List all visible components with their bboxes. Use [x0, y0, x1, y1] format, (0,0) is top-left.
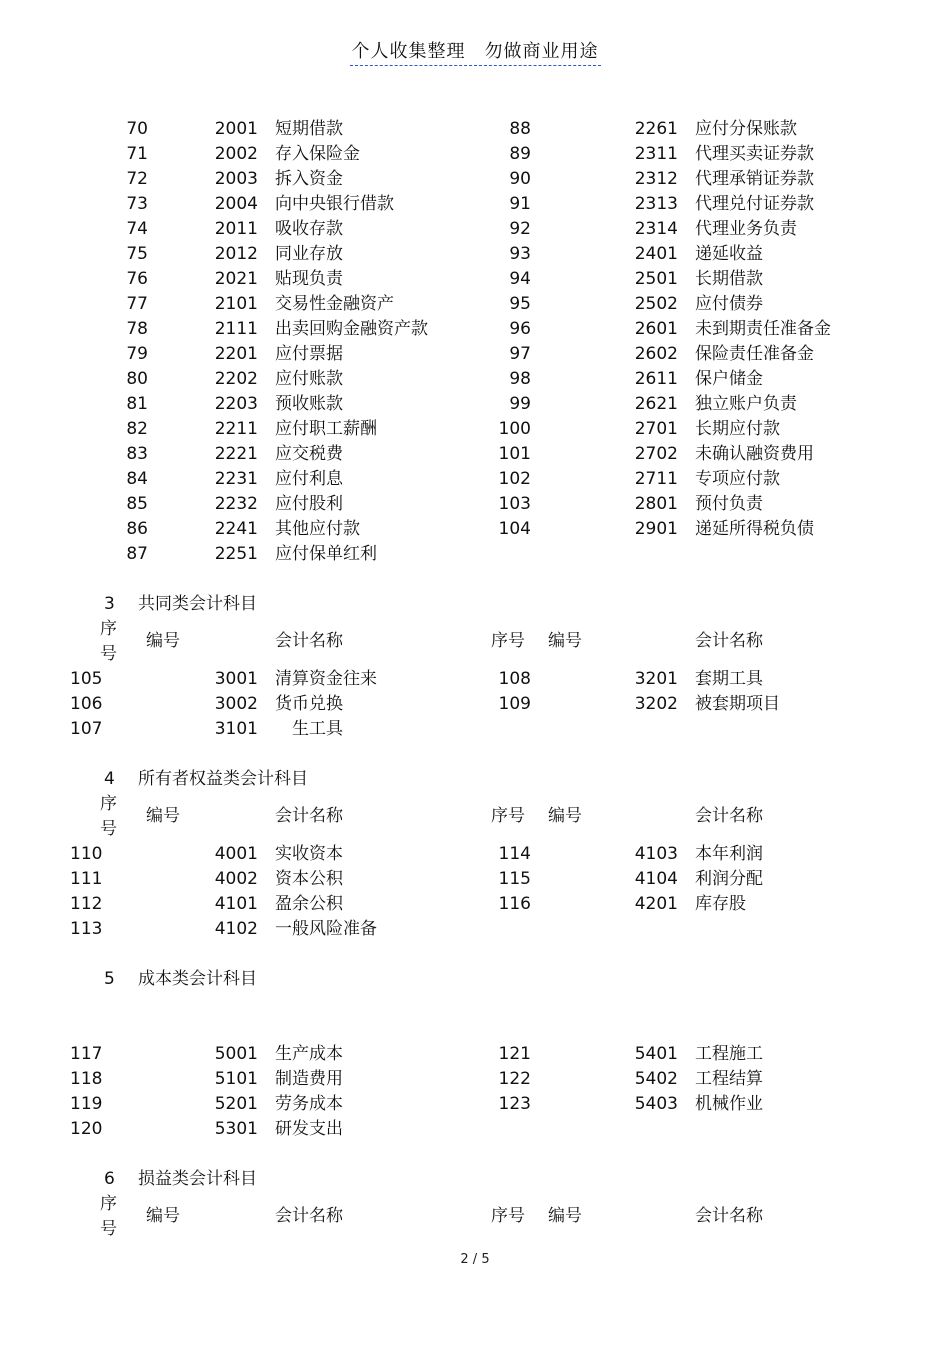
page-number: 2 / 5	[460, 1252, 490, 1267]
right-name-cell: 工程施工	[695, 1044, 763, 1064]
right-code-cell: 3202	[634, 694, 678, 714]
table-row	[0, 117, 950, 142]
table-row	[0, 242, 950, 267]
table-row	[0, 192, 950, 217]
left-seq-cell: 78	[126, 319, 148, 339]
left-seq-cell: 82	[126, 419, 148, 439]
right-name-header: 会计名称	[695, 1206, 763, 1226]
left-seq-cell: 74	[126, 219, 148, 239]
right-name-cell: 利润分配	[695, 869, 763, 889]
right-code-cell: 2261	[634, 119, 678, 139]
left-name-cell: 应交税费	[275, 444, 343, 464]
left-seq-cell: 105	[70, 669, 103, 689]
right-name-cell: 长期借款	[695, 269, 763, 289]
left-seq-cell: 120	[70, 1119, 103, 1139]
left-code-cell: 4001	[214, 844, 258, 864]
table-row	[0, 1067, 950, 1092]
table-row	[0, 142, 950, 167]
left-name-cell: 应付账款	[275, 369, 343, 389]
table-row	[0, 417, 950, 442]
left-name-cell: 应付股利	[275, 494, 343, 514]
right-code-cell: 5401	[634, 1044, 678, 1064]
code-header: 编号	[146, 806, 180, 826]
table-row	[0, 542, 950, 567]
seq-header-bottom: 号	[100, 644, 117, 664]
right-name-cell: 套期工具	[695, 669, 763, 689]
right-seq-cell: 100	[498, 419, 531, 439]
left-seq-cell: 87	[126, 544, 148, 564]
left-name-cell: 短期借款	[275, 119, 343, 139]
name-header: 会计名称	[275, 806, 343, 826]
left-code-cell: 2202	[214, 369, 258, 389]
left-seq-cell: 81	[126, 394, 148, 414]
right-code-cell: 2311	[634, 144, 678, 164]
right-code-header: 编号	[548, 806, 582, 826]
right-seq-cell: 90	[509, 169, 531, 189]
left-seq-cell: 76	[126, 269, 148, 289]
left-code-cell: 2101	[214, 294, 258, 314]
left-seq-cell: 70	[126, 119, 148, 139]
left-code-cell: 4101	[214, 894, 258, 914]
left-seq-cell: 112	[70, 894, 103, 914]
left-code-cell: 3101	[214, 719, 258, 739]
left-name-cell: 交易性金融资产	[275, 294, 394, 314]
section-number: 3	[104, 594, 115, 614]
left-code-cell: 5001	[214, 1044, 258, 1064]
right-name-cell: 递延收益	[695, 244, 763, 264]
right-name-cell: 未到期责任准备金	[695, 319, 831, 339]
left-seq-cell: 79	[126, 344, 148, 364]
table-row	[0, 842, 950, 867]
right-seq-cell: 103	[498, 494, 531, 514]
code-header: 编号	[146, 1206, 180, 1226]
left-seq-cell: 85	[126, 494, 148, 514]
right-name-cell: 保户储金	[695, 369, 763, 389]
left-name-cell: 拆入资金	[275, 169, 343, 189]
table-row	[0, 167, 950, 192]
section-title: 所有者权益类会计科目	[138, 769, 308, 789]
left-code-cell: 4102	[214, 919, 258, 939]
header-text: 个人收集整理 勿做商业用途	[350, 41, 601, 66]
table-row	[0, 442, 950, 467]
right-seq-cell: 94	[509, 269, 531, 289]
left-name-cell: 向中央银行借款	[275, 194, 394, 214]
right-seq-cell: 98	[509, 369, 531, 389]
right-code-header: 编号	[548, 631, 582, 651]
section-spacer	[0, 742, 950, 767]
right-seq-cell: 116	[498, 894, 531, 914]
seq-header-bottom: 号	[100, 819, 117, 839]
right-name-cell: 本年利润	[695, 844, 763, 864]
table-row	[0, 292, 950, 317]
table-row	[0, 1117, 950, 1142]
left-seq-cell: 73	[126, 194, 148, 214]
left-name-cell: 实收资本	[275, 844, 343, 864]
table-row	[0, 1042, 950, 1067]
left-seq-cell: 110	[70, 844, 103, 864]
table-row	[0, 267, 950, 292]
section-table	[0, 1042, 950, 1142]
section-spacer	[0, 942, 950, 967]
right-code-cell: 4201	[634, 894, 678, 914]
right-name-cell: 代理承销证券款	[695, 169, 814, 189]
left-seq-cell: 80	[126, 369, 148, 389]
liabilities-table	[0, 117, 950, 567]
right-seq-cell: 99	[509, 394, 531, 414]
right-name-cell: 库存股	[695, 894, 746, 914]
right-code-cell: 2601	[634, 319, 678, 339]
left-seq-cell: 113	[70, 919, 103, 939]
right-seq-cell: 123	[498, 1094, 531, 1114]
table-row	[0, 867, 950, 892]
left-code-cell: 2012	[214, 244, 258, 264]
section-title: 损益类会计科目	[138, 1169, 257, 1189]
table-row	[0, 692, 950, 717]
section-title: 成本类会计科目	[138, 969, 257, 989]
section-table	[0, 667, 950, 742]
right-seq-cell: 122	[498, 1069, 531, 1089]
left-name-cell: 存入保险金	[275, 144, 360, 164]
table-row	[0, 667, 950, 692]
left-code-cell: 2241	[214, 519, 258, 539]
left-code-cell: 2251	[214, 544, 258, 564]
right-seq-cell: 97	[509, 344, 531, 364]
name-header: 会计名称	[275, 631, 343, 651]
left-code-cell: 2221	[214, 444, 258, 464]
left-name-cell: 应付职工薪酬	[275, 419, 377, 439]
right-name-cell: 递延所得税负债	[695, 519, 814, 539]
right-seq-cell: 121	[498, 1044, 531, 1064]
right-code-cell: 5402	[634, 1069, 678, 1089]
table-row	[0, 717, 950, 742]
left-seq-cell: 86	[126, 519, 148, 539]
left-code-cell: 3002	[214, 694, 258, 714]
right-name-cell: 未确认融资费用	[695, 444, 814, 464]
left-name-cell: 生产成本	[275, 1044, 343, 1064]
table-row	[0, 367, 950, 392]
right-name-cell: 代理买卖证券款	[695, 144, 814, 164]
right-code-cell: 3201	[634, 669, 678, 689]
left-code-cell: 2232	[214, 494, 258, 514]
right-name-cell: 应付债券	[695, 294, 763, 314]
seq-header-bottom: 号	[100, 1219, 117, 1239]
left-name-cell: 预收账款	[275, 394, 343, 414]
column-header-row	[0, 1192, 950, 1242]
table-row	[0, 342, 950, 367]
left-name-cell: 资本公积	[275, 869, 343, 889]
right-code-cell: 2901	[634, 519, 678, 539]
left-seq-cell: 118	[70, 1069, 103, 1089]
table-row	[0, 917, 950, 942]
left-name-cell: 劳务成本	[275, 1094, 343, 1114]
left-code-cell: 2211	[214, 419, 258, 439]
right-seq-cell: 89	[509, 144, 531, 164]
section-spacer	[0, 567, 950, 592]
left-seq-cell: 111	[70, 869, 103, 889]
right-code-cell: 2502	[634, 294, 678, 314]
left-code-cell: 5301	[214, 1119, 258, 1139]
table-row	[0, 317, 950, 342]
seq-header-top: 序	[100, 619, 117, 639]
section-number: 5	[104, 969, 115, 989]
right-name-cell: 专项应付款	[695, 469, 780, 489]
section-spacer	[0, 1142, 950, 1167]
left-name-cell: 生工具	[275, 719, 343, 739]
left-code-cell: 3001	[214, 669, 258, 689]
right-seq-cell: 109	[498, 694, 531, 714]
right-name-cell: 应付分保账款	[695, 119, 797, 139]
left-code-cell: 2011	[214, 219, 258, 239]
right-code-cell: 2701	[634, 419, 678, 439]
table-row	[0, 217, 950, 242]
page-header	[0, 40, 950, 64]
left-seq-cell: 71	[126, 144, 148, 164]
left-code-cell: 4002	[214, 869, 258, 889]
right-name-cell: 被套期项目	[695, 694, 780, 714]
left-seq-cell: 75	[126, 244, 148, 264]
section-heading	[0, 1167, 950, 1192]
table-row	[0, 892, 950, 917]
table-row	[0, 517, 950, 542]
column-header-row	[0, 792, 950, 842]
right-code-cell: 4104	[634, 869, 678, 889]
right-seq-cell: 91	[509, 194, 531, 214]
right-seq-cell: 93	[509, 244, 531, 264]
left-name-cell: 清算资金往来	[275, 669, 377, 689]
table-row	[0, 392, 950, 417]
left-code-cell: 2231	[214, 469, 258, 489]
section-heading	[0, 767, 950, 792]
left-name-cell: 一般风险准备	[275, 919, 377, 939]
left-code-cell: 2001	[214, 119, 258, 139]
right-code-cell: 2621	[634, 394, 678, 414]
left-code-cell: 2004	[214, 194, 258, 214]
section-heading	[0, 967, 950, 992]
right-seq-header: 序号	[491, 631, 525, 651]
left-seq-cell: 77	[126, 294, 148, 314]
seq-header	[100, 792, 120, 842]
right-name-cell: 独立账户负责	[695, 394, 797, 414]
left-name-cell: 制造费用	[275, 1069, 343, 1089]
seq-header-top: 序	[100, 794, 117, 814]
left-code-cell: 5101	[214, 1069, 258, 1089]
section-number: 4	[104, 769, 115, 789]
name-header: 会计名称	[275, 1206, 343, 1226]
seq-header	[100, 617, 120, 667]
right-name-cell: 预付负责	[695, 494, 763, 514]
column-header-row	[0, 617, 950, 667]
right-seq-header: 序号	[491, 1206, 525, 1226]
right-code-cell: 2702	[634, 444, 678, 464]
right-name-header: 会计名称	[695, 806, 763, 826]
right-seq-cell: 102	[498, 469, 531, 489]
left-code-cell: 2201	[214, 344, 258, 364]
table-row	[0, 492, 950, 517]
left-seq-cell: 72	[126, 169, 148, 189]
right-code-cell: 2312	[634, 169, 678, 189]
right-code-cell: 2314	[634, 219, 678, 239]
left-code-cell: 5201	[214, 1094, 258, 1114]
left-name-cell: 应付利息	[275, 469, 343, 489]
right-name-header: 会计名称	[695, 631, 763, 651]
right-seq-cell: 115	[498, 869, 531, 889]
right-code-header: 编号	[548, 1206, 582, 1226]
left-seq-cell: 117	[70, 1044, 103, 1064]
left-code-cell: 2021	[214, 269, 258, 289]
left-seq-cell: 107	[70, 719, 103, 739]
left-code-cell: 2002	[214, 144, 258, 164]
right-code-cell: 2313	[634, 194, 678, 214]
right-code-cell: 2602	[634, 344, 678, 364]
left-name-cell: 其他应付款	[275, 519, 360, 539]
right-seq-cell: 96	[509, 319, 531, 339]
right-name-cell: 保险责任准备金	[695, 344, 814, 364]
column-header-row	[0, 992, 950, 1042]
right-name-cell: 机械作业	[695, 1094, 763, 1114]
right-name-cell: 工程结算	[695, 1069, 763, 1089]
right-code-cell: 2501	[634, 269, 678, 289]
left-seq-cell: 106	[70, 694, 103, 714]
left-code-cell: 2203	[214, 394, 258, 414]
right-code-cell: 5403	[634, 1094, 678, 1114]
seq-header	[100, 1192, 120, 1242]
right-name-cell: 长期应付款	[695, 419, 780, 439]
left-seq-cell: 119	[70, 1094, 103, 1114]
left-code-cell: 2003	[214, 169, 258, 189]
section-number: 6	[104, 1169, 115, 1189]
right-code-cell: 2611	[634, 369, 678, 389]
left-name-cell: 盈余公积	[275, 894, 343, 914]
left-name-cell: 同业存放	[275, 244, 343, 264]
section-heading	[0, 592, 950, 617]
document-body	[0, 117, 950, 1242]
right-code-cell: 4103	[634, 844, 678, 864]
code-header: 编号	[146, 631, 180, 651]
right-seq-header: 序号	[491, 806, 525, 826]
right-seq-cell: 95	[509, 294, 531, 314]
left-name-cell: 吸收存款	[275, 219, 343, 239]
left-seq-cell: 84	[126, 469, 148, 489]
right-seq-cell: 88	[509, 119, 531, 139]
right-seq-cell: 101	[498, 444, 531, 464]
right-seq-cell: 104	[498, 519, 531, 539]
left-seq-cell: 83	[126, 444, 148, 464]
left-name-cell: 出卖回购金融资产款	[275, 319, 428, 339]
right-code-cell: 2801	[634, 494, 678, 514]
right-seq-cell: 108	[498, 669, 531, 689]
right-code-cell: 2401	[634, 244, 678, 264]
left-name-cell: 贴现负责	[275, 269, 343, 289]
section-table	[0, 842, 950, 942]
table-row	[0, 1092, 950, 1117]
left-code-cell: 2111	[214, 319, 258, 339]
table-row	[0, 467, 950, 492]
seq-header-top: 序	[100, 1194, 117, 1214]
right-name-cell: 代理业务负责	[695, 219, 797, 239]
left-name-cell: 研发支出	[275, 1119, 343, 1139]
left-name-cell: 应付保单红利	[275, 544, 377, 564]
section-title: 共同类会计科目	[138, 594, 257, 614]
left-name-cell: 应付票据	[275, 344, 343, 364]
right-seq-cell: 114	[498, 844, 531, 864]
right-code-cell: 2711	[634, 469, 678, 489]
left-name-cell: 货币兑换	[275, 694, 343, 714]
right-name-cell: 代理兑付证券款	[695, 194, 814, 214]
right-seq-cell: 92	[509, 219, 531, 239]
